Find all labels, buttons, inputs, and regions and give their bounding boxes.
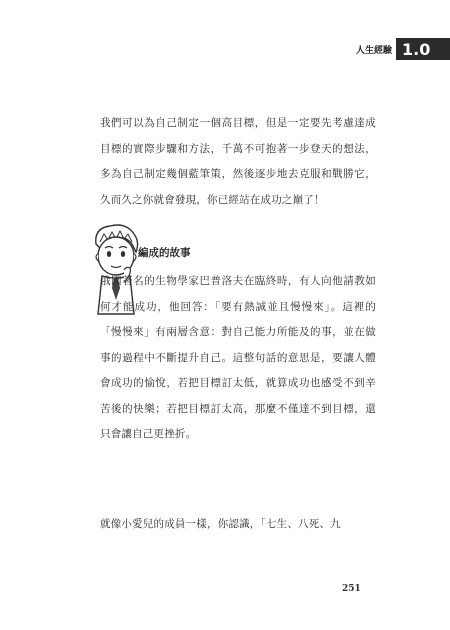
page-number: 251 — [342, 584, 361, 594]
paragraph-intro: 我們可以為自己制定一個高目標，但是一定要先考慮達成目標的實際步驟和方法，千萬不可抱著一步登天的想法，多為自己制定幾個藍筆策，然後逐步地去克服和戰勝它，久而久之你就會發現，你已經站在成功之巔了！ — [100, 117, 376, 206]
chapter-tab — [356, 38, 450, 60]
paragraph-story: 俄國著名的生物學家巴普洛夫在臨終時，有人向他請教如何才能成功，他回答：「要有熱誠並且慢慢來」。這裡的「慢慢來」有兩層含意：對自己能力所能及的事，並在做事的過程中不斷提升自己。這整句話的意思是，要讓人體會成功的愉悅，若把目標訂太低，就算成功也感受不到辛苦後的快樂；若把目標訂太高，那麼不僅達不到目標，還只會讓自己更挫折。 — [100, 275, 376, 440]
story-title: 編成的故事 — [138, 247, 191, 259]
section-number: 1.0 — [396, 38, 450, 60]
section-label: 人生經驗 — [355, 45, 392, 56]
paragraph-closing: 就像小愛兒的成員一樣，你認識，「七生、八死、九 — [100, 518, 341, 530]
